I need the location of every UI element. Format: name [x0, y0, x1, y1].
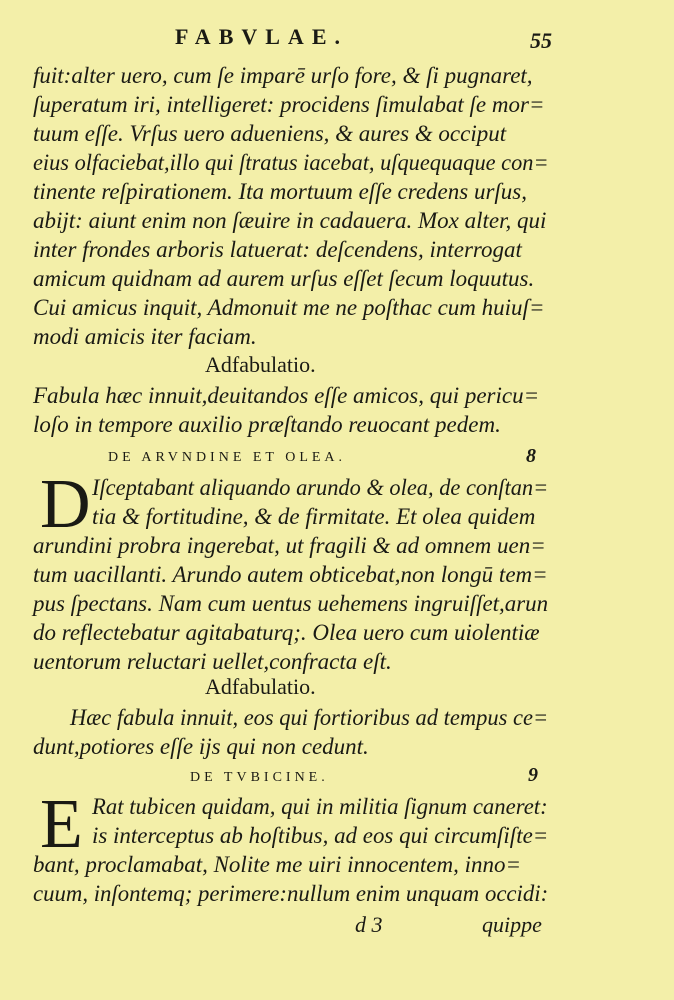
adfabulatio-heading: Adfabulatio. — [205, 674, 316, 699]
text-line: abijt: aiunt enim non ſæuire in cadauera. Mox alter, qui — [33, 208, 547, 233]
moral-line: loſo in tempore auxilio præſtando reuocant pedem. — [33, 412, 501, 437]
page-number: 55 — [530, 28, 552, 53]
text-line: eius olfaciebat,illo qui ſtratus iacebat, uſquequaque con= — [33, 150, 549, 175]
fable-title: DE TVBICINE. — [190, 770, 329, 785]
moral-line: Hæc fabula innuit, eos qui fortioribus ad tempus ce= — [70, 705, 549, 730]
text-line: arundini probra ingerebat, ut fragili & ad omnem uen= — [33, 533, 546, 558]
text-line: fuit:alter uero, cum ſe imparē urſo fore, & ſi pugnaret, — [33, 63, 533, 88]
fable-number: 9 — [528, 764, 538, 786]
text-line: modi amicis iter faciam. — [33, 324, 257, 349]
adfabulatio-heading: Adfabulatio. — [205, 352, 316, 377]
text-line: ſuperatum iri, intelligeret: procidens ſimulabat ſe mor= — [33, 92, 545, 117]
text-line: Cui amicus inquit, Admonuit me ne poſthac cum huiuſ= — [33, 295, 545, 320]
moral-line: dunt,potiores eſſe ijs qui non cedunt. — [33, 734, 369, 759]
text-line: cuum, inſontemq; perimere:nullum enim unquam occidi: — [33, 881, 549, 906]
text-line: tum uacillanti. Arundo autem obticebat,non longū tem= — [33, 562, 548, 587]
drop-capital: D — [40, 466, 91, 543]
fable-number: 8 — [526, 445, 536, 467]
text-line: tinente reſpirationem. Ita mortuum eſſe credens urſus, — [33, 179, 527, 204]
text-line: inter frondes arboris latuerat: deſcendens, interrogat — [33, 237, 522, 262]
text-line: do reflectebatur agitabaturq;. Olea uero cum uiolentiæ — [33, 620, 540, 645]
moral-line: Fabula hæc innuit,deuitandos eſſe amicos, qui pericu= — [33, 383, 540, 408]
text-line: tia & fortitudine, & de firmitate. Et olea quidem — [92, 504, 536, 529]
text-line: pus ſpectans. Nam cum uentus uehemens ingruiſſet,arun — [33, 591, 549, 616]
text-line: tuum eſſe. Vrſus uero adueniens, & aures & occiput — [33, 121, 507, 146]
text-line: Iſceptabant aliquando arundo & olea, de conſtan= — [92, 475, 549, 500]
text-line: Rat tubicen quidam, qui in militia ſignum caneret: — [92, 794, 548, 819]
text-line: uentorum reluctari uellet,confracta eſt. — [33, 649, 392, 674]
text-line: amicum quidnam ad aurem urſus eſſet ſecum loquutus. — [33, 266, 535, 291]
text-line: bant, proclamabat, Nolite me uiri innocentem, inno= — [33, 852, 522, 877]
catchword: quippe — [482, 912, 542, 937]
running-head: FABVLAE. — [175, 24, 348, 49]
drop-capital: E — [40, 786, 83, 863]
fable-title: DE ARVNDINE ET OLEA. — [108, 450, 347, 465]
text-line: is interceptus ab hoſtibus, ad eos qui circumſiſte= — [92, 823, 549, 848]
signature-mark: d 3 — [355, 912, 383, 937]
